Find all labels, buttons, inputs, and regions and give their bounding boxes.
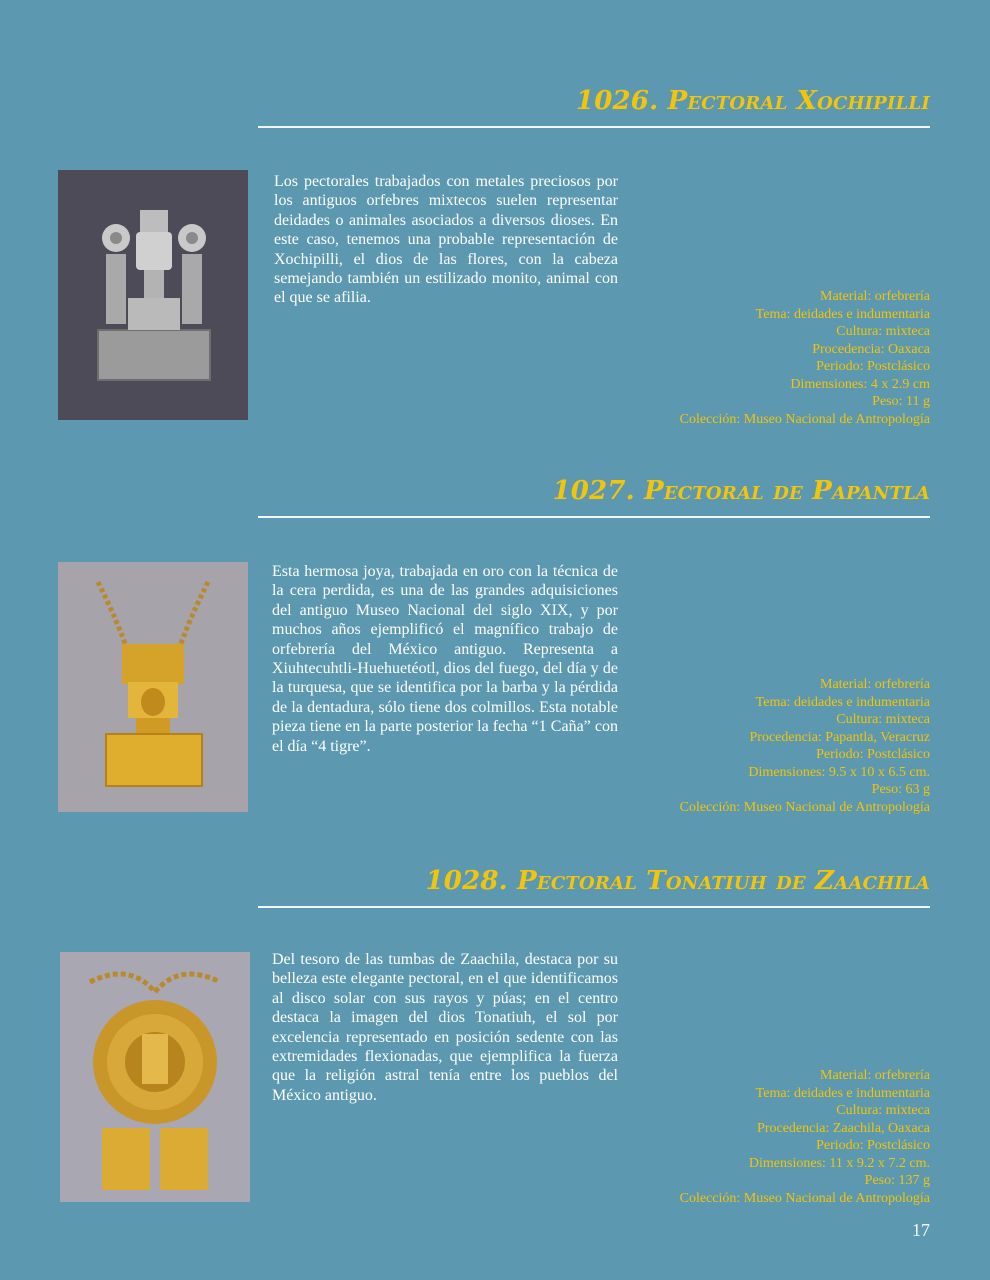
meta-cultura: Cultura: mixteca (836, 712, 930, 727)
meta-coleccion: Colección: Museo Nacional de Antropología (679, 411, 930, 427)
entry-description: Del tesoro de las tumbas de Zaachila, destaca por su belleza este elegante pectoral, en el que identificamos al disco solar con sus rayos y púas; en el centro destaca la imagen del dios Tonatiuh, el sol por excelencia representado en posición sedente con las extremidades flexionadas, que ejemplifica la fuerza que la religión astral tenía entre los pueblos del México antiguo. (272, 951, 618, 1104)
entry-title: 1028. Pectoral Tonatiuh de Zaachila (425, 866, 930, 896)
artifact-photo-tonatiuh (60, 952, 250, 1202)
meta-periodo: Periodo: Postclásico (816, 1138, 930, 1153)
meta-cultura: Cultura: mixteca (836, 324, 930, 339)
entry-title: 1026. Pectoral Xochipilli (575, 86, 930, 116)
title-divider (258, 906, 930, 908)
meta-periodo: Periodo: Postclásico (816, 359, 930, 374)
meta-tema: Tema: deidades e indumentaria (755, 1085, 930, 1101)
title-divider (258, 516, 930, 518)
meta-dimensiones: Dimensiones: 9.5 x 10 x 6.5 cm. (748, 764, 930, 780)
meta-material: Material: orfebrería (820, 289, 930, 304)
entry-metadata (680, 1067, 930, 1207)
meta-material: Material: orfebrería (820, 677, 930, 692)
page-number: 17 (912, 1220, 930, 1240)
meta-coleccion: Colección: Museo Nacional de Antropología (679, 1190, 930, 1206)
meta-coleccion: Colección: Museo Nacional de Antropología (679, 799, 930, 815)
meta-material: Material: orfebrería (820, 1068, 930, 1083)
meta-cultura: Cultura: mixteca (836, 1103, 930, 1118)
meta-tema: Tema: deidades e indumentaria (755, 694, 930, 710)
meta-dimensiones: Dimensiones: 4 x 2.9 cm (790, 376, 930, 392)
meta-periodo: Periodo: Postclásico (816, 747, 930, 762)
meta-peso: Peso: 63 g (871, 782, 930, 797)
catalog-entry-1026 (0, 0, 990, 427)
artifact-photo-xochipilli (58, 170, 248, 420)
meta-procedencia: Procedencia: Zaachila, Oaxaca (757, 1120, 930, 1136)
entry-title: 1027. Pectoral de Papantla (552, 476, 930, 506)
entry-description: Esta hermosa joya, trabajada en oro con la técnica de la cera perdida, es una de las grandes adquisiciones del antiguo Museo Nacional del siglo XIX, y por muchos años ejemplificó el magnífico trabajo de orfebrería del México antiguo. Representa a Xiuhtecuhtli-Huehuetéotl, dios del fuego, del día y de la turquesa, que se identifica por la barba y la pérdida de la dentadura, sólo tiene dos colmillos. Esta notable pieza tiene en la parte posterior la fecha “1 Caña” con el día “4 tigre”. (272, 563, 618, 755)
catalog-entry-1027 (0, 390, 990, 815)
meta-peso: Peso: 11 g (872, 394, 930, 409)
title-divider (258, 126, 930, 128)
meta-procedencia: Procedencia: Papantla, Veracruz (749, 729, 930, 745)
entry-description: Los pectorales trabajados con metales preciosos por los antiguos orfebres mixtecos suelen representar deidades o animales asociados a diversos dioses. En este caso, tenemos una probable representación de Xochipilli, el dios de las flores, con la cabeza semejando también un estilizado monito, animal con el que se afilia. (274, 173, 618, 307)
meta-peso: Peso: 137 g (864, 1173, 930, 1188)
meta-tema: Tema: deidades e indumentaria (755, 306, 930, 322)
artifact-photo-papantla (58, 562, 248, 812)
meta-dimensiones: Dimensiones: 11 x 9.2 x 7.2 cm. (748, 1155, 930, 1171)
meta-procedencia: Procedencia: Oaxaca (812, 341, 930, 357)
catalog-entry-1028 (0, 780, 990, 1206)
